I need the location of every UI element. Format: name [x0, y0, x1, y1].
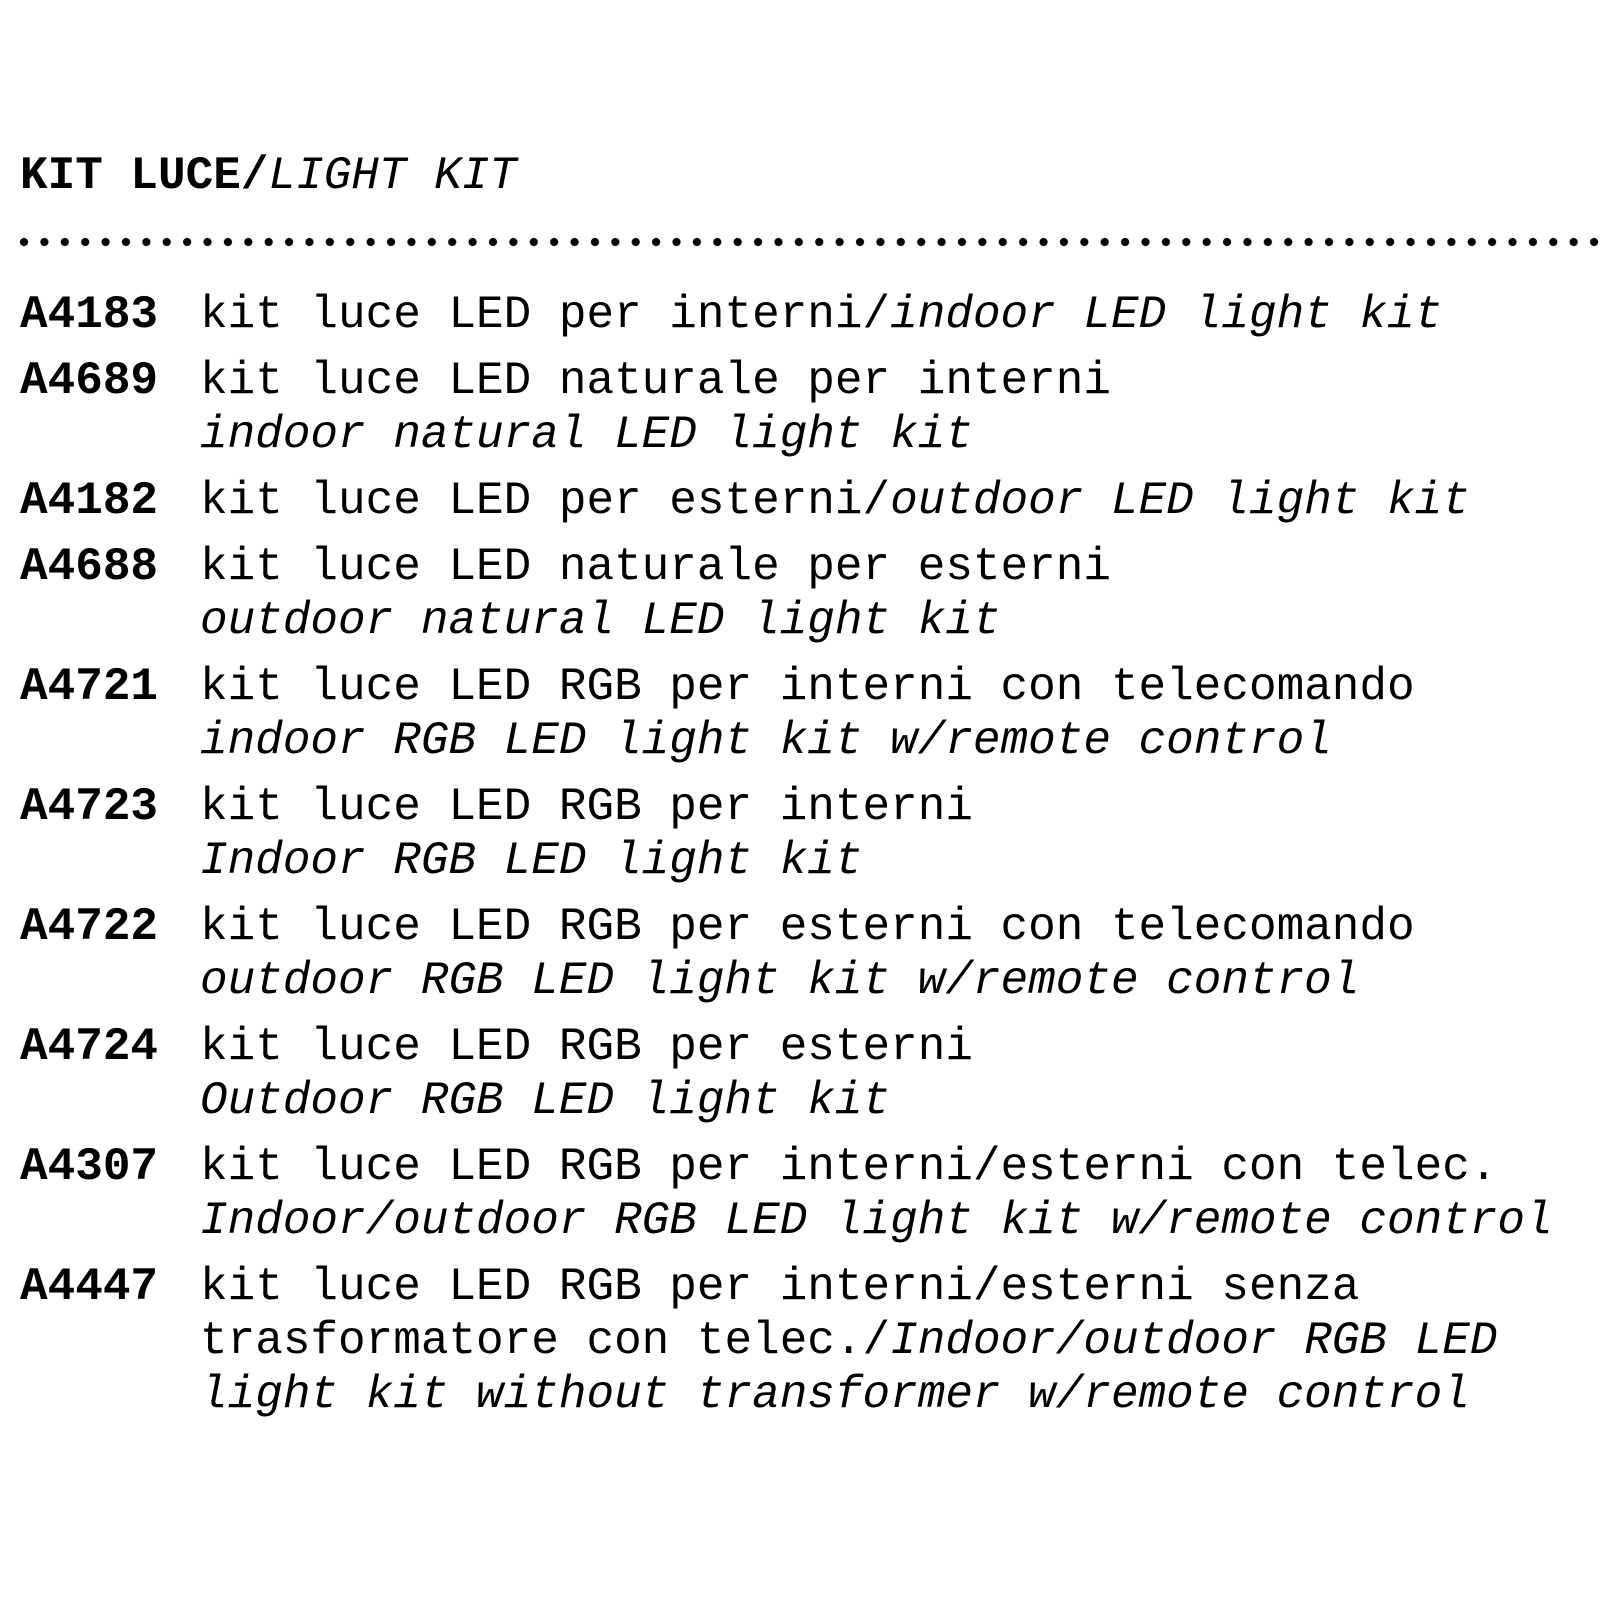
page-title-italian: KIT LUCE/ — [20, 150, 269, 202]
description-line — [200, 1020, 1600, 1074]
description-italian: kit luce LED RGB per esterni con telecomando — [200, 901, 1415, 953]
product-entry — [20, 660, 1600, 768]
description-line — [200, 1074, 1600, 1128]
description-line — [200, 834, 1600, 888]
product-description — [200, 288, 1600, 342]
product-description — [200, 540, 1600, 648]
description-english: light kit without transformer w/remote control — [200, 1369, 1470, 1421]
description-italian: kit luce LED RGB per interni/esterni senza — [200, 1261, 1360, 1313]
description-italian: kit luce LED RGB per interni con telecomando — [200, 661, 1415, 713]
description-italian: kit luce LED RGB per esterni — [200, 1021, 973, 1073]
description-english: outdoor natural LED light kit — [200, 595, 1001, 647]
product-code: A4721 — [20, 661, 159, 713]
description-line — [200, 1368, 1600, 1422]
description-english: indoor LED light kit — [890, 289, 1443, 341]
description-italian: kit luce LED per interni/ — [200, 289, 891, 341]
description-line — [200, 780, 1600, 834]
description-italian: kit luce LED per esterni/ — [200, 475, 891, 527]
description-line — [200, 288, 1600, 342]
description-italian: kit luce LED naturale per esterni — [200, 541, 1111, 593]
product-entry — [20, 540, 1600, 648]
page-title-english: LIGHT KIT — [268, 150, 517, 202]
product-description — [200, 1140, 1600, 1248]
product-code: A4307 — [20, 1141, 159, 1193]
product-entry — [20, 1260, 1600, 1422]
product-entry — [20, 900, 1600, 1008]
description-italian: trasformatore con telec./ — [200, 1315, 891, 1367]
product-entry — [20, 1020, 1600, 1128]
product-entry — [20, 1140, 1600, 1248]
product-list — [20, 288, 1600, 1422]
description-english: indoor RGB LED light kit w/remote control — [200, 715, 1332, 767]
description-english: Outdoor RGB LED light kit — [200, 1075, 891, 1127]
product-code: A4723 — [20, 781, 159, 833]
description-english: indoor natural LED light kit — [200, 409, 973, 461]
page-title — [20, 148, 1600, 204]
description-line — [200, 900, 1600, 954]
product-entry — [20, 288, 1600, 342]
description-italian: kit luce LED RGB per interni/esterni con telec. — [200, 1141, 1498, 1193]
description-line — [200, 954, 1600, 1008]
product-code: A4182 — [20, 475, 159, 527]
product-description — [200, 660, 1600, 768]
dotted-divider — [14, 236, 1600, 248]
description-english: Indoor RGB LED light kit — [200, 835, 863, 887]
product-code: A4183 — [20, 289, 159, 341]
description-italian: kit luce LED naturale per interni — [200, 355, 1111, 407]
description-english: Indoor/outdoor RGB LED — [890, 1315, 1498, 1367]
description-english: outdoor LED light kit — [890, 475, 1470, 527]
product-description — [200, 1020, 1600, 1128]
product-description — [200, 1260, 1600, 1422]
product-code: A4689 — [20, 355, 159, 407]
description-line — [200, 594, 1600, 648]
product-entry — [20, 780, 1600, 888]
product-entry — [20, 354, 1600, 462]
description-line — [200, 660, 1600, 714]
description-line — [200, 1140, 1600, 1194]
description-italian: kit luce LED RGB per interni — [200, 781, 973, 833]
description-line — [200, 1194, 1600, 1248]
description-line — [200, 540, 1600, 594]
product-code: A4447 — [20, 1261, 159, 1313]
product-description — [200, 474, 1600, 528]
product-code: A4724 — [20, 1021, 159, 1073]
product-description — [200, 354, 1600, 462]
product-description — [200, 780, 1600, 888]
description-line — [200, 354, 1600, 408]
description-line — [200, 408, 1600, 462]
description-line — [200, 1260, 1600, 1314]
description-english: outdoor RGB LED light kit w/remote control — [200, 955, 1360, 1007]
product-entry — [20, 474, 1600, 528]
product-code: A4688 — [20, 541, 159, 593]
description-line — [200, 1314, 1600, 1368]
description-line — [200, 714, 1600, 768]
description-line — [200, 474, 1600, 528]
product-description — [200, 900, 1600, 1008]
description-english: Indoor/outdoor RGB LED light kit w/remote control — [200, 1195, 1553, 1247]
product-code: A4722 — [20, 901, 159, 953]
